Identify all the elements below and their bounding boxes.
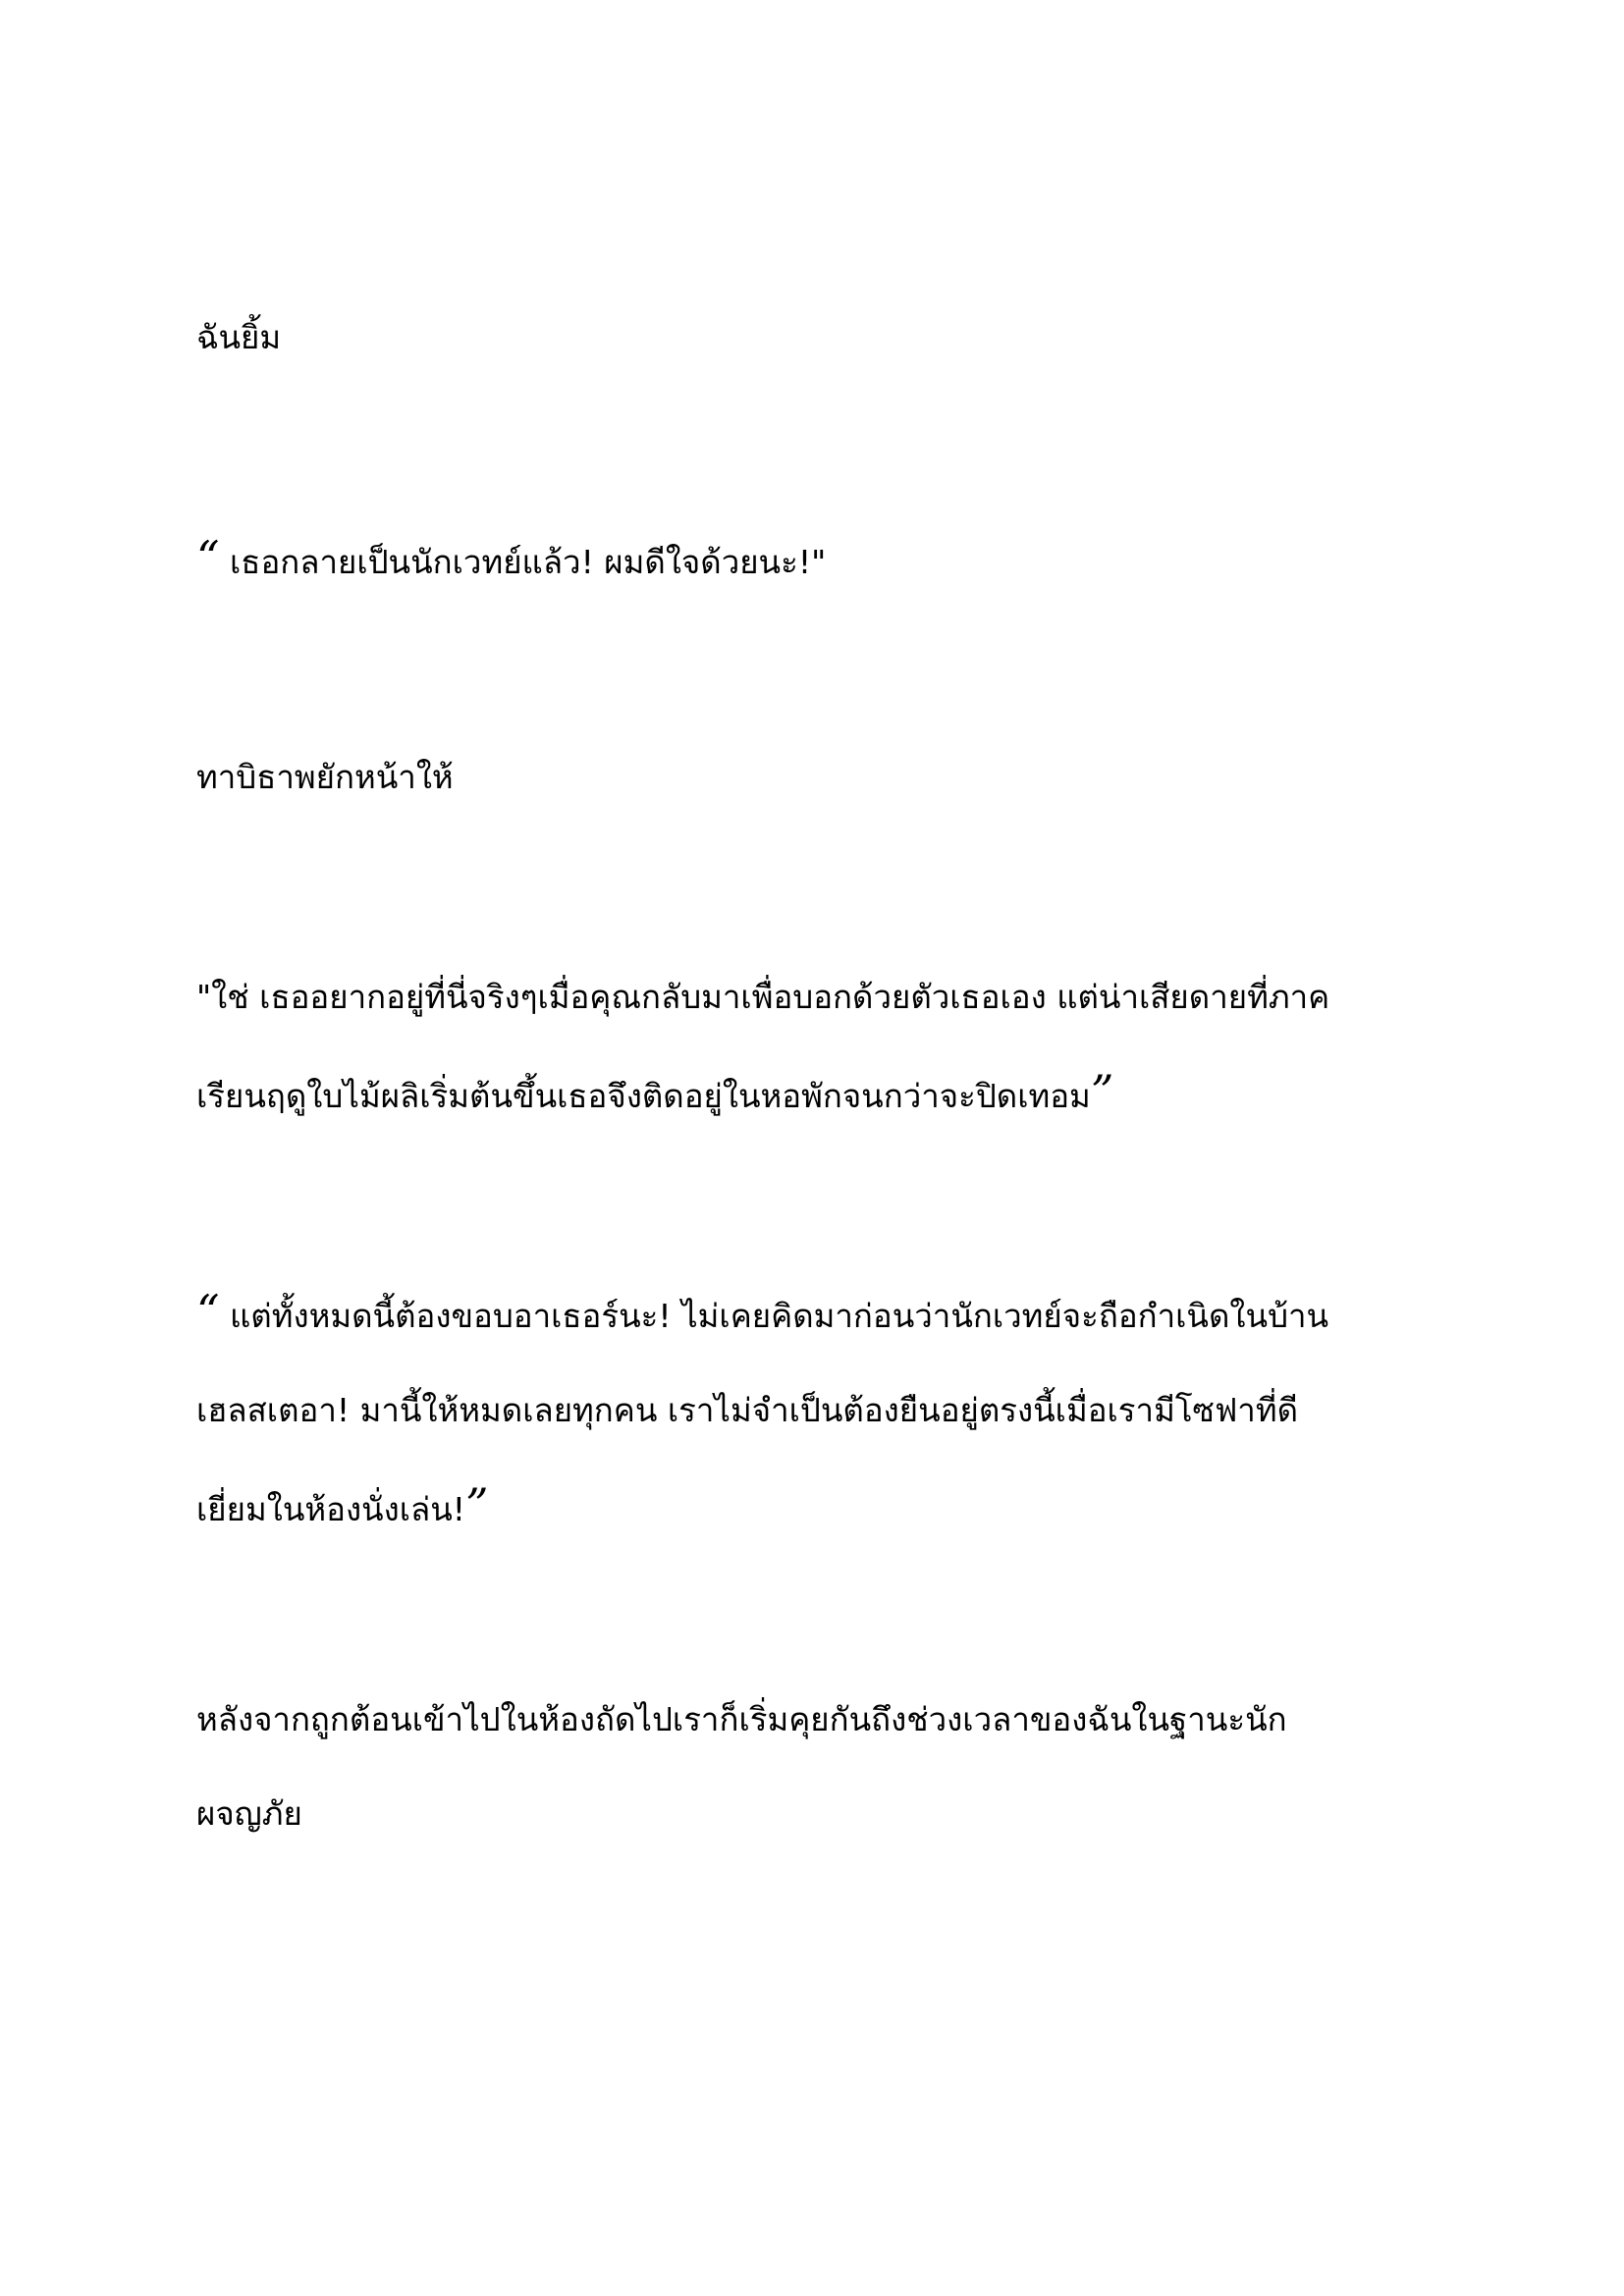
text-line: "ใช่ เธออยากอยู่ที่นี่จริงๆเมื่อคุณกลับมาเพื่อบอกด้วยตัวเธอเอง แต่น่าเสียดายที่ภาค <box>196 978 1330 1016</box>
text-segment: แต่ทั้งหมดนี้ต้องขอบอาเธอร์นะ! ไม่เคยคิดมาก่อนว่านักเวทย์จะถือกำเนิดในบ้าน <box>219 1297 1329 1335</box>
paragraph-dialogue-thanks <box>196 1264 1463 1557</box>
text-line: ผจญภัย <box>196 1794 302 1833</box>
text-line <box>196 510 1463 610</box>
open-quote-mark: “ <box>196 1285 220 1338</box>
close-quote-mark: ” <box>1090 1065 1114 1118</box>
text-segment: เรียนฤดูใบไม้ผลิเริ่มต้นขึ้นเธอจึงติดอยู่ในหอพักจนกว่าจะปิดเทอม <box>196 1077 1091 1115</box>
paragraph-dialogue-tabitha <box>196 950 1463 1144</box>
text-line <box>196 1044 1463 1144</box>
paragraph-narration-nod <box>196 730 1463 825</box>
paragraph-narration-living-room <box>196 1673 1463 1861</box>
text-line <box>196 1264 1463 1363</box>
text-line: หลังจากถูกต้อนเข้าไปในห้องถัดไปเราก็เริ่มคุยกันถึงช่วงเวลาของฉันในฐานะนัก <box>196 1700 1287 1738</box>
text-line: เฮลสเตอา! มานี้ให้หมดเลยทุกคน เราไม่จำเป็นต้องยืนอยู่ตรงนี้เมื่อเรามีโซฟาที่ดี <box>196 1391 1299 1429</box>
text-line <box>196 1458 1463 1557</box>
text-segment: เธอกลายเป็นนักเวทย์แล้ว! ผมดีใจด้วยนะ!" <box>219 543 827 581</box>
open-quote-mark: “ <box>196 531 220 584</box>
paragraph-narration-smile <box>196 291 1463 385</box>
text-line: ฉันยิ้ม <box>196 318 282 356</box>
close-quote-mark: ” <box>465 1478 489 1531</box>
text-line: ทาบิธาพยักหน้าให้ <box>196 758 454 796</box>
paragraph-dialogue-congrats <box>196 510 1463 610</box>
text-segment: เยี่ยมในห้องนั่งเล่น! <box>196 1490 466 1528</box>
